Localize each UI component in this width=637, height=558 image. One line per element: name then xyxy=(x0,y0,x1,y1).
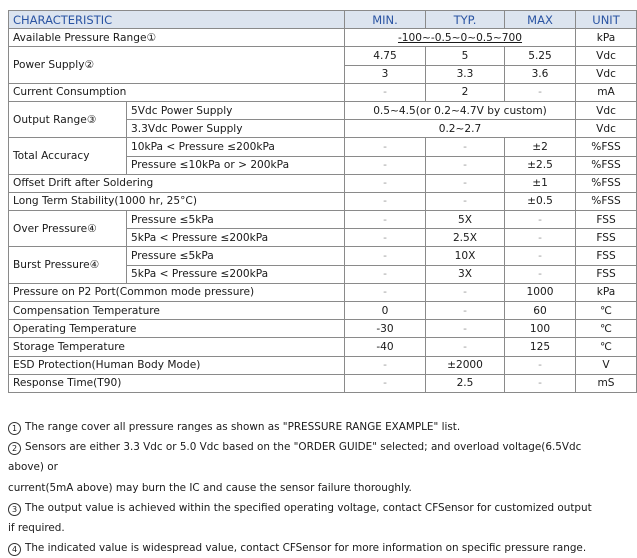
unit-cell: %FSS xyxy=(576,192,637,210)
table-row xyxy=(9,374,637,392)
footnote-marker: 3 xyxy=(8,503,21,516)
min-cell: 0 xyxy=(345,302,426,320)
unit-cell: Vdc xyxy=(576,47,637,65)
min-cell: - xyxy=(345,138,426,156)
typ-cell: 2.5X xyxy=(426,229,505,247)
unit-cell: mA xyxy=(576,83,637,101)
max-cell: ±1 xyxy=(505,174,576,192)
sub-condition: Pressure ≤5kPa xyxy=(127,211,345,229)
table-row xyxy=(9,101,637,119)
unit-cell: %FSS xyxy=(576,138,637,156)
output-range-value: 0.5~4.5(or 0.2~4.7V by custom) xyxy=(345,101,576,119)
unit-cell: Vdc xyxy=(576,101,637,119)
footnote-marker: 4 xyxy=(8,543,21,556)
footnote-text: The indicated value is widespread value, contact CFSensor for more information on specific pressure range. xyxy=(25,542,587,555)
table-row xyxy=(9,192,637,210)
unit-cell: V xyxy=(576,356,637,374)
typ-cell: - xyxy=(426,338,505,356)
typ-cell: - xyxy=(426,174,505,192)
footnote-4 xyxy=(8,538,596,558)
footnotes xyxy=(8,417,596,558)
row-label: Long Term Stability(1000 hr, 25°C) xyxy=(9,192,345,210)
header-max: MAX xyxy=(505,11,576,29)
output-range-value: 0.2~2.7 xyxy=(345,120,576,138)
max-cell: - xyxy=(505,356,576,374)
min-cell: - xyxy=(345,356,426,374)
typ-cell: 3X xyxy=(426,265,505,283)
footnote-text: current(5mA above) may burn the IC and cause the sensor failure thoroughly. xyxy=(8,481,412,494)
unit-cell: %FSS xyxy=(576,156,637,174)
row-label: Output Range③ xyxy=(9,101,127,137)
unit-cell: FSS xyxy=(576,265,637,283)
row-label: ESD Protection(Human Body Mode) xyxy=(9,356,345,374)
unit-cell: ℃ xyxy=(576,302,637,320)
footnote-text: Sensors are either 3.3 Vdc or 5.0 Vdc based on the "ORDER GUIDE" selected; and overload voltage(6.5Vdc above) or xyxy=(8,441,582,474)
min-cell: - xyxy=(345,229,426,247)
unit-cell: mS xyxy=(576,374,637,392)
max-cell: 1000 xyxy=(505,283,576,301)
unit-cell: Vdc xyxy=(576,120,637,138)
row-label: Offset Drift after Soldering xyxy=(9,174,345,192)
row-label: Available Pressure Range① xyxy=(9,29,345,47)
row-label: Operating Temperature xyxy=(9,320,345,338)
min-cell: - xyxy=(345,174,426,192)
header-unit: UNIT xyxy=(576,11,637,29)
typ-cell: - xyxy=(426,320,505,338)
sub-condition: 5kPa < Pressure ≤200kPa xyxy=(127,265,345,283)
max-cell: 125 xyxy=(505,338,576,356)
typ-cell: - xyxy=(426,302,505,320)
min-cell: - xyxy=(345,247,426,265)
min-cell: - xyxy=(345,374,426,392)
row-label: Compensation Temperature xyxy=(9,302,345,320)
row-label: Power Supply② xyxy=(9,47,345,83)
footnote-1 xyxy=(8,417,596,437)
max-cell: ±0.5 xyxy=(505,192,576,210)
unit-cell: FSS xyxy=(576,229,637,247)
sub-condition: 10kPa < Pressure ≤200kPa xyxy=(127,138,345,156)
max-cell: 3.6 xyxy=(505,65,576,83)
min-cell: - xyxy=(345,156,426,174)
unit-cell: FSS xyxy=(576,247,637,265)
typ-cell: - xyxy=(426,138,505,156)
table-row xyxy=(9,83,637,101)
min-cell: - xyxy=(345,192,426,210)
typ-cell: 5 xyxy=(426,47,505,65)
unit-cell: Vdc xyxy=(576,65,637,83)
typ-cell: 2 xyxy=(426,83,505,101)
unit-cell: FSS xyxy=(576,211,637,229)
typ-cell: - xyxy=(426,192,505,210)
characteristics-table xyxy=(8,10,637,393)
footnote-marker: 1 xyxy=(8,422,21,435)
max-cell: - xyxy=(505,83,576,101)
table-row xyxy=(9,356,637,374)
max-cell: 5.25 xyxy=(505,47,576,65)
unit-cell: kPa xyxy=(576,283,637,301)
min-cell: - xyxy=(345,265,426,283)
row-label: Storage Temperature xyxy=(9,338,345,356)
typ-cell: 5X xyxy=(426,211,505,229)
footnote-text: The output value is achieved within the specified operating voltage, contact CFSensor for customized output if required. xyxy=(8,501,592,535)
pressure-range-value: -100~-0.5~0~0.5~700 xyxy=(345,29,576,47)
sub-condition: Pressure ≤10kPa or > 200kPa xyxy=(127,156,345,174)
table-row xyxy=(9,211,637,229)
sub-condition: 5Vdc Power Supply xyxy=(127,101,345,119)
min-cell: 4.75 xyxy=(345,47,426,65)
footnote-marker: 2 xyxy=(8,442,21,455)
min-cell: -40 xyxy=(345,338,426,356)
max-cell: - xyxy=(505,229,576,247)
typ-cell: ±2000 xyxy=(426,356,505,374)
row-label: Total Accuracy xyxy=(9,138,127,174)
min-cell: - xyxy=(345,211,426,229)
footnote-3 xyxy=(8,498,596,538)
row-label: Current Consumption xyxy=(9,83,345,101)
typ-cell: 2.5 xyxy=(426,374,505,392)
unit-cell: %FSS xyxy=(576,174,637,192)
table-row xyxy=(9,138,637,156)
row-label: Burst Pressure④ xyxy=(9,247,127,283)
max-cell: - xyxy=(505,265,576,283)
row-label: Pressure on P2 Port(Common mode pressure) xyxy=(9,283,345,301)
table-row xyxy=(9,247,637,265)
min-cell: - xyxy=(345,283,426,301)
typ-cell: 10X xyxy=(426,247,505,265)
table-row xyxy=(9,29,637,47)
unit-cell: ℃ xyxy=(576,338,637,356)
typ-cell: - xyxy=(426,156,505,174)
sub-condition: Pressure ≤5kPa xyxy=(127,247,345,265)
max-cell: ±2.5 xyxy=(505,156,576,174)
sub-condition: 5kPa < Pressure ≤200kPa xyxy=(127,229,345,247)
unit-cell: kPa xyxy=(576,29,637,47)
typ-cell: - xyxy=(426,283,505,301)
typ-cell: 3.3 xyxy=(426,65,505,83)
min-cell: 3 xyxy=(345,65,426,83)
header-row xyxy=(9,11,637,29)
table-row xyxy=(9,283,637,301)
max-cell: 60 xyxy=(505,302,576,320)
max-cell: - xyxy=(505,247,576,265)
header-characteristic: CHARACTERISTIC xyxy=(9,11,345,29)
row-label: Response Time(T90) xyxy=(9,374,345,392)
max-cell: 100 xyxy=(505,320,576,338)
table-row xyxy=(9,338,637,356)
header-min: MIN. xyxy=(345,11,426,29)
min-cell: -30 xyxy=(345,320,426,338)
table-row xyxy=(9,174,637,192)
table-row xyxy=(9,320,637,338)
footnote-text: The range cover all pressure ranges as shown as "PRESSURE RANGE EXAMPLE" list. xyxy=(25,421,461,433)
table-row xyxy=(9,302,637,320)
unit-cell: ℃ xyxy=(576,320,637,338)
max-cell: - xyxy=(505,211,576,229)
sub-condition: 3.3Vdc Power Supply xyxy=(127,120,345,138)
min-cell: - xyxy=(345,83,426,101)
max-cell: - xyxy=(505,374,576,392)
row-label: Over Pressure④ xyxy=(9,211,127,247)
header-typ: TYP. xyxy=(426,11,505,29)
max-cell: ±2 xyxy=(505,138,576,156)
table-row xyxy=(9,47,637,65)
footnote-2-continued xyxy=(8,478,596,498)
footnote-2 xyxy=(8,437,596,477)
